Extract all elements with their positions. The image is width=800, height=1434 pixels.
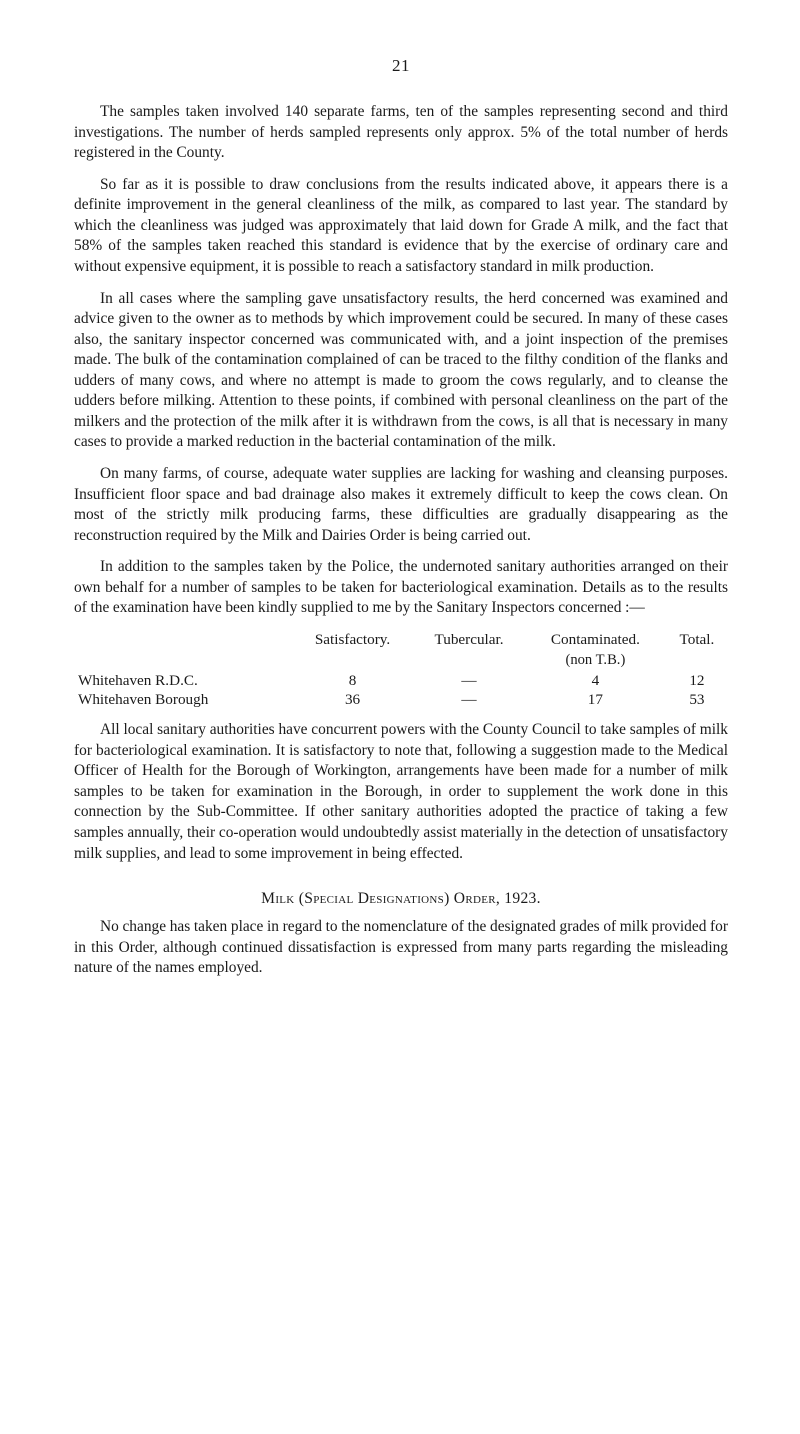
table-subheader-blank-4 [666,651,728,671]
section-paragraph: No change has taken place in regard to the nomenclature of the designated grades of milk provided for in this Order, although continued dissatisfaction is expressed from many parts regarding the misleading nature of the names employed. [74,918,728,977]
table-cell-total: 12 [689,671,705,689]
table-cell-authority: Whitehaven Borough [78,691,209,709]
section-heading: Milk (Special Designations) Order, 1923. [261,890,541,908]
table-subheader-non-tb: (non T.B.) [565,651,626,668]
table-cell-total: 53 [689,691,705,709]
table-cell-contaminated: 17 [587,691,603,709]
results-table-block [74,630,728,710]
results-table [74,630,728,710]
table-subheader-blank-3 [413,651,525,671]
paragraph-3: In all cases where the sampling gave unsatisfactory results, the herd concerned was examined and advice given to the owner as to methods by which improvement could be secured. In many of these cases also, the sanitary inspector concerned was communicated with, and a joint inspection of the premises made. The bulk of the contamination complained of can be traced to the filthy condition of the flanks and udders of many cows, and where no attempt is made to groom the cows regularly, and to cleanse the udders before milking. Attention to these points, if combined with personal cleanliness on the part of the milkers and the protection of the milk after it is withdrawn from the cows, is all that is necessary in many cases to provide a marked reduction in the bacterial contamination of the milk. [74,289,728,451]
paragraph-2: So far as it is possible to draw conclusions from the results indicated above, it appears there is a definite improvement in the general cleanliness of the milk, as compared to last year. The standard by which the cleanliness was judged was approximately that laid down for Grade A milk, and the fact that 58% of the samples taken reached this standard is evidence that by the exercise of ordinary care and without expensive equipment, it is possible to reach a satisfactory standard in milk production. [74,175,728,275]
table-cell-satisfactory: 8 [348,671,357,689]
table-subheader-blank-2 [292,651,413,671]
table-cell-contaminated: 4 [591,671,600,689]
table-header-contaminated: Contaminated. [550,630,640,648]
table-header-blank [74,630,292,651]
paragraph-6: All local sanitary authorities have concurrent powers with the County Council to take samples of milk for bacteriological examination. It is satisfactory to note that, following a suggestion made to the Medical Officer of Health for the Borough of Workington, arrangements have been made for a number of milk samples to be taken for examination in the Borough, in order to supplement the work done in this connection by the Sub-Committee. If other sanitary authorities adopted the practice of taking a few samples annually, their co-operation would undoubtedly assist materially in the detection of unsatisfactory milk supplies, and lead to some improvement in being effected. [74,721,728,862]
table-row [74,690,728,710]
table-header-tubercular: Tubercular. [434,630,504,648]
table-header-total: Total. [679,630,715,648]
table-cell-authority: Whitehaven R.D.C. [78,671,198,689]
table-cell-tubercular: — [461,671,477,689]
paragraph-4: On many farms, of course, adequate water supplies are lacking for washing and cleansing purposes. Insufficient floor space and bad drainage also makes it extremely difficult to keep the cows clean. On most of the strictly milk producing farms, these difficulties are gradually disappearing as the reconstruction required by the Milk and Dairies Order is being carried out. [74,465,728,544]
table-row [74,671,728,691]
table-cell-tubercular: — [461,691,477,709]
table-subheader-blank-1 [74,651,292,671]
paragraph-5: In addition to the samples taken by the Police, the undernoted sanitary authorities arranged on their own behalf for a number of samples to be taken for bacteriological examination. Details as to the results of the examination have been kindly supplied to me by the Sanitary Inspectors concerned :— [74,558,728,617]
table-header-row [74,630,728,651]
paragraph-1: The samples taken involved 140 separate farms, ten of the samples representing second and third investigations. The number of herds sampled represents only approx. 5% of the total number of herds registered in the County. [74,103,728,162]
table-subheader-row [74,651,728,671]
table-cell-satisfactory: 36 [344,691,361,709]
page-number: 21 [392,56,410,75]
table-header-satisfactory: Satisfactory. [314,630,391,648]
